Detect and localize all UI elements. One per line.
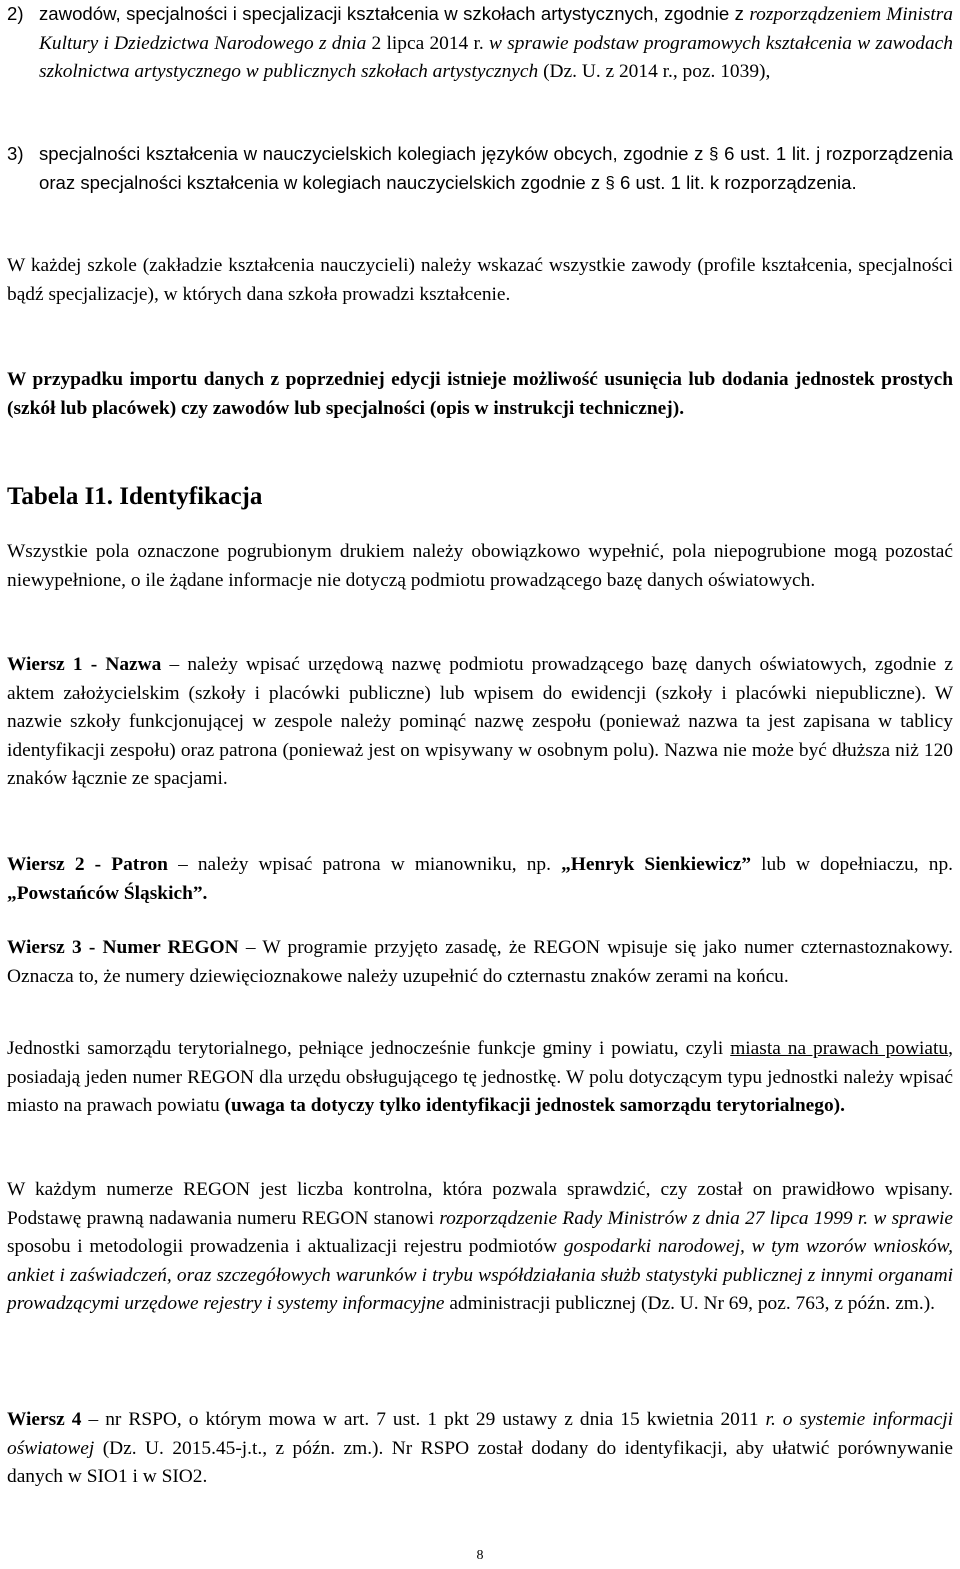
paragraph-every-school: W każdej szkole (zakładzie kształcenia nauczycieli) należy wskazać wszystkie zawody (profile kształcenia, specjalności bądź specjalizacje), w których dana szkoła prowadzi kształcenie. bbox=[7, 255, 953, 305]
text-run: administracji publicznej (Dz. U. Nr 69, poz. 763, z późn. zm.). bbox=[444, 1293, 936, 1314]
paragraph-row2 bbox=[7, 851, 953, 908]
text-run: (Dz. U. 2015.45-j.t., z późn. zm.). Nr RSPO został dodany do identyfikacji, aby ułatwić porównywanie danych w SIO1 i w SIO2. bbox=[7, 1437, 953, 1487]
list-item-3 bbox=[7, 140, 953, 197]
text-run: – nr RSPO, o którym mowa w art. 7 ust. 1 pkt 29 ustawy z dnia 15 kwietnia 2011 bbox=[81, 1409, 766, 1430]
paragraph-row1 bbox=[7, 651, 953, 794]
bold-run: (uwaga ta dotyczy tylko identyfikacji jednostek samorządu terytorialnego). bbox=[224, 1095, 845, 1116]
italic-run: rozporządzeniem Ministra Kultury i Dziedzictwa Narodowego z dnia bbox=[39, 4, 954, 54]
row3-label: Wiersz 3 - Numer REGON bbox=[7, 937, 239, 958]
section-sign: § bbox=[605, 172, 615, 192]
text-run: 6 ust. 1 lit. k rozporządzenia. bbox=[614, 171, 857, 193]
page-number: 8 bbox=[476, 1548, 484, 1563]
text-run: zawodów, specjalności i specjalizacji kształcenia w szkołach artystycznych, zgodnie z bbox=[39, 3, 750, 24]
section-sign: § bbox=[709, 144, 719, 163]
example-bold: „Powstańców Śląskich”. bbox=[7, 882, 208, 904]
row2-label: Wiersz 2 - Patron bbox=[7, 854, 168, 875]
section-heading: Tabela I1. Identyfikacja bbox=[7, 483, 263, 510]
paragraph-regon bbox=[7, 1176, 953, 1319]
text-run: – należy wpisać patrona w mianowniku, np. bbox=[167, 854, 562, 875]
text-run: Jednostki samorządu terytorialnego, pełniące jednocześnie funkcje gminy i powiatu, czyli bbox=[7, 1038, 731, 1059]
text-run: specjalności kształcenia w nauczycielskich kolegiach języków obcych, zgodnie z bbox=[39, 143, 710, 164]
list-text bbox=[39, 0, 953, 87]
paragraph-all-fields: Wszystkie pola oznaczone pogrubionym drukiem należy obowiązkowo wypełnić, pola niepogrubione mogą pozostać niewypełnione, o ile żądane informacje nie dotyczą podmiotu prowadzącego bazę danych oświatowych. bbox=[7, 541, 953, 591]
paragraph-row3 bbox=[7, 934, 953, 991]
paragraph-row4 bbox=[7, 1406, 953, 1492]
list-number: 3) bbox=[7, 143, 24, 164]
row1-text: – należy wpisać urzędową nazwę podmiotu prowadzącego bazę danych oświatowych, zgodnie z aktem założycielskim (szkoły i placówki publiczne) lub wpisem do ewidencji (szkoły i placówki niepubliczne). W nazwie szkoły funkcjonującej w zespole należy pominąć nazwę zespołu (ponieważ nazwa ta jest zapisana w tablicy identyfikacji zespołu) oraz patrona (ponieważ jest on wpisywany w osobnym polu). Nazwa nie może być dłuższa niż 120 znaków łącznie ze spacjami. bbox=[7, 654, 953, 789]
italic-run: w sprawie podstaw programowych kształcenia w zawodach szkolnictwa artystycznego w publicznych szkołach artystycznych bbox=[39, 32, 953, 82]
paragraph-import-note: W przypadku importu danych z poprzedniej edycji istnieje możliwość usunięcia lub dodania jednostek prostych (szkół lub placówek) czy zawodów lub specjalności (opis w instrukcji technicznej). bbox=[7, 369, 953, 419]
row1-label: Wiersz 1 - Nazwa bbox=[7, 654, 162, 675]
list-item-2 bbox=[7, 0, 953, 87]
text-run: 2 lipca 2014 r. bbox=[366, 32, 490, 54]
text-run: 6 ust. 1 lit. j rozporządzenia oraz specjalności kształcenia w kolegiach nauczycielskich zgodnie z bbox=[39, 143, 954, 193]
text-run: lub w dopełniaczu, np. bbox=[751, 854, 953, 875]
example-bold: „Henryk Sienkiewicz” bbox=[561, 854, 752, 875]
italic-run: gospodarki narodowej, w tym wzorów wniosków, ankiet i zaświadczeń, oraz szczegółowych warunków i trybu współdziałania służb statystyki publicznej z innymi organami prowadzącymi urzędowe rejestry i systemy informacyjne bbox=[7, 1236, 954, 1314]
text-run: W każdym numerze REGON jest liczba kontrolna, która pozwala sprawdzić, czy został on prawidłowo wpisany. Podstawę prawną nadawania numeru REGON stanowi bbox=[7, 1179, 953, 1229]
row3-text: – W programie przyjęto zasadę, że REGON wpisuje się jako numer czternastoznakowy. Oznacza to, że numery dziewięcioznakowe należy uzupełnić do czternastu znaków zerami na końcu. bbox=[7, 937, 953, 987]
italic-run: r. o systemie informacji oświatowej bbox=[7, 1409, 954, 1459]
text-run: sposobu i metodologii prowadzenia i aktualizacji rejestru podmiotów bbox=[7, 1236, 558, 1257]
italic-run: rozporządzenie Rady Ministrów z dnia 27 lipca 1999 r. w sprawie bbox=[439, 1207, 954, 1229]
underlined-run: miasta na prawach powiatu bbox=[730, 1038, 949, 1059]
list-text bbox=[39, 140, 953, 197]
text-run: (Dz. U. z 2014 r., poz. 1039), bbox=[538, 61, 771, 82]
text-run: , posiadają jeden numer REGON dla urzędu obsługującego tę jednostkę. W polu dotyczącym typu jednostki należy wpisać miasto na prawach powiatu bbox=[7, 1038, 953, 1116]
paragraph-jst bbox=[7, 1035, 953, 1121]
list-number: 2) bbox=[7, 3, 24, 24]
row4-label: Wiersz 4 bbox=[7, 1409, 82, 1430]
